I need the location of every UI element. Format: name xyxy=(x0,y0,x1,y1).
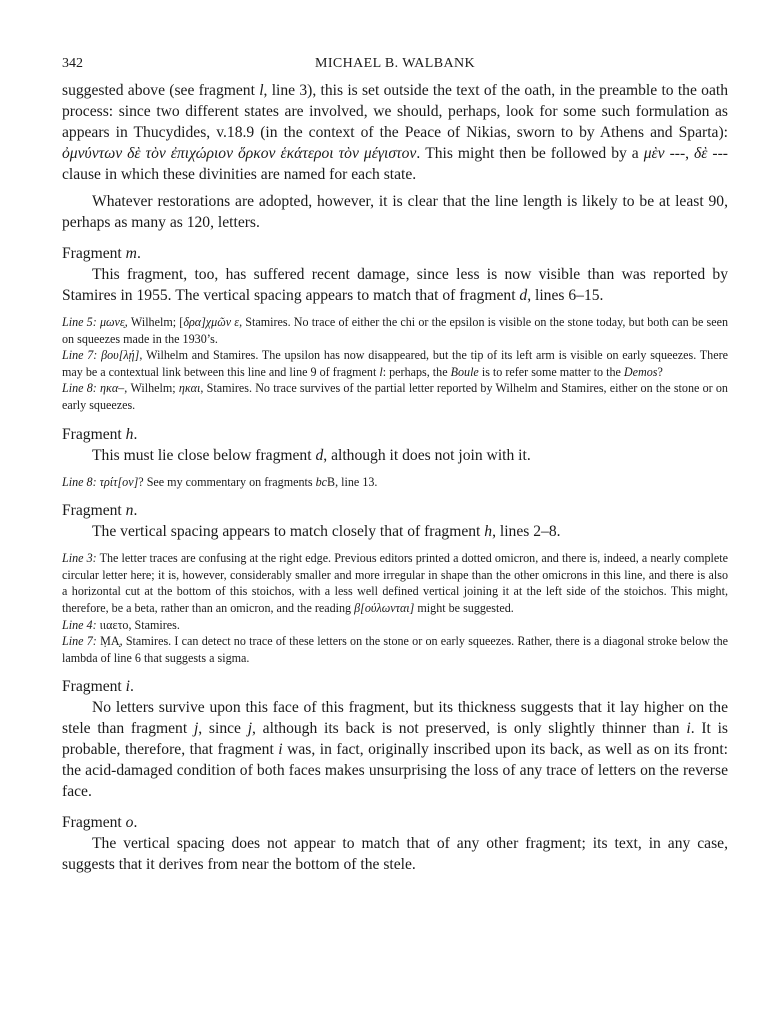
fragment-n-note-line7: Line 7: ṂΑ̣, Stamires. I can detect no trace of these letters on the stone or on early squeezes. Rather, there is a diagonal stroke below the lambda of line 6 that suggests a sigma. xyxy=(62,634,728,665)
fragment-n-heading: Fragment n. xyxy=(62,502,138,520)
running-title: MICHAEL B. WALBANK xyxy=(314,56,476,71)
fragment-o-heading: Fragment o. xyxy=(62,814,138,832)
fragment-o-paragraph: The vertical spacing does not appear to match that of any other fragment; its text, in any case, suggests that it derives from near the bottom of the stele. xyxy=(62,835,728,874)
fragment-i-paragraph: No letters survive upon this face of this fragment, but its thickness suggests that it lay higher on the stele than fragment j, since j, although its back is not preserved, is only slightly thinner than i. It is probable, therefore, that fragment i was, in fact, originally inscribed upon its back, as well as on its front: the acid-damaged condition of both faces makes unsurprising the loss of any trace of letters on the reverse face. xyxy=(62,699,728,801)
fragment-n-paragraph: The vertical spacing appears to match closely that of fragment h, lines 2–8. xyxy=(92,523,561,541)
intro-paragraph-2: Whatever restorations are adopted, however, it is clear that the line length is likely to be at least 90, perhaps as many as 120, letters. xyxy=(62,193,728,231)
fragment-i-heading: Fragment i. xyxy=(62,678,134,696)
fragment-n-note-line4: Line 4: ιιαετο, Stamires. xyxy=(62,617,180,632)
fragment-n-note-line3: Line 3: The letter traces are confusing at the right edge. Previous editors printed a dotted omicron, and there is, indeed, a nearly complete circular letter here; it is, however, considerably smaller and more irregular in shape than the other omicrons in this line, and there is also a horizontal cut at the bottom of this stoichos, with a less well defined vertical joining it at the left side of the stoichos. This might, therefore, be a beta, rather than an omicron, and the reading β[ούλωνται] might be suggested. xyxy=(62,551,728,615)
fragment-h-paragraph: This must lie close below fragment d, although it does not join with it. xyxy=(92,446,531,464)
running-header xyxy=(62,56,728,80)
fragment-m-heading: Fragment m. xyxy=(62,245,141,262)
fragment-m-paragraph: This fragment, too, has suffered recent damage, since less is now visible than was reported by Stamires in 1955. The vertical spacing appears to match that of fragment d, lines 6–15. xyxy=(62,266,728,304)
intro-paragraph-1: suggested above (see fragment l, line 3), this is set outside the text of the oath, in the preamble to the oath process: since two different states are involved, we should, perhaps, look for some such formulation as appears in Thucydides, v.18.9 (in the context of the Peace of Nikias, sworn to by Athens and Sparta): ὀμνύντων δὲ τὸν ἐπιχώριον ὅρκον ἑκάτεροι τὸν μέγιστον. This might then be followed by a μὲν ---, δὲ --- clause in which these divinities are named for each state. xyxy=(62,82,729,183)
page-number: 342 xyxy=(62,56,83,71)
fragment-h-heading: Fragment h. xyxy=(62,425,138,443)
fragment-m-note-line7: Line 7: βου[λῄ], Wilhelm and Stamires. The upsilon has now disappeared, but the tip of its left arm is visible on early squeezes. There may be a contextual link between this line and line 9 of fragment l: perhaps, the Boule is to refer some matter to the Demos? xyxy=(62,348,728,379)
page xyxy=(62,56,728,875)
fragment-h-note-line8: Line 8: τρίτ[ον]? See my commentary on fragments bcB, line 13. xyxy=(62,474,378,489)
fragment-m-note-line8: Line 8: ηκα–, Wilhelm; ηκαι, Stamires. No trace survives of the partial letter reported by Wilhelm and Stamires, either on the stone or on early squeezes. xyxy=(62,381,728,412)
fragment-m-note-line5: Line 5: μωνε̣, Wilhelm; [δρα]χμῶν ε, Stamires. No trace of either the chi or the epsilon is visible on the stone today, but both can be seen on squeezes made in the 1930’s. xyxy=(62,315,728,346)
greek-quote: ὀμνύντων δὲ τὸν ἐπιχώριον ὅρκον ἑκάτεροι τὸν μέγιστον xyxy=(62,145,417,162)
